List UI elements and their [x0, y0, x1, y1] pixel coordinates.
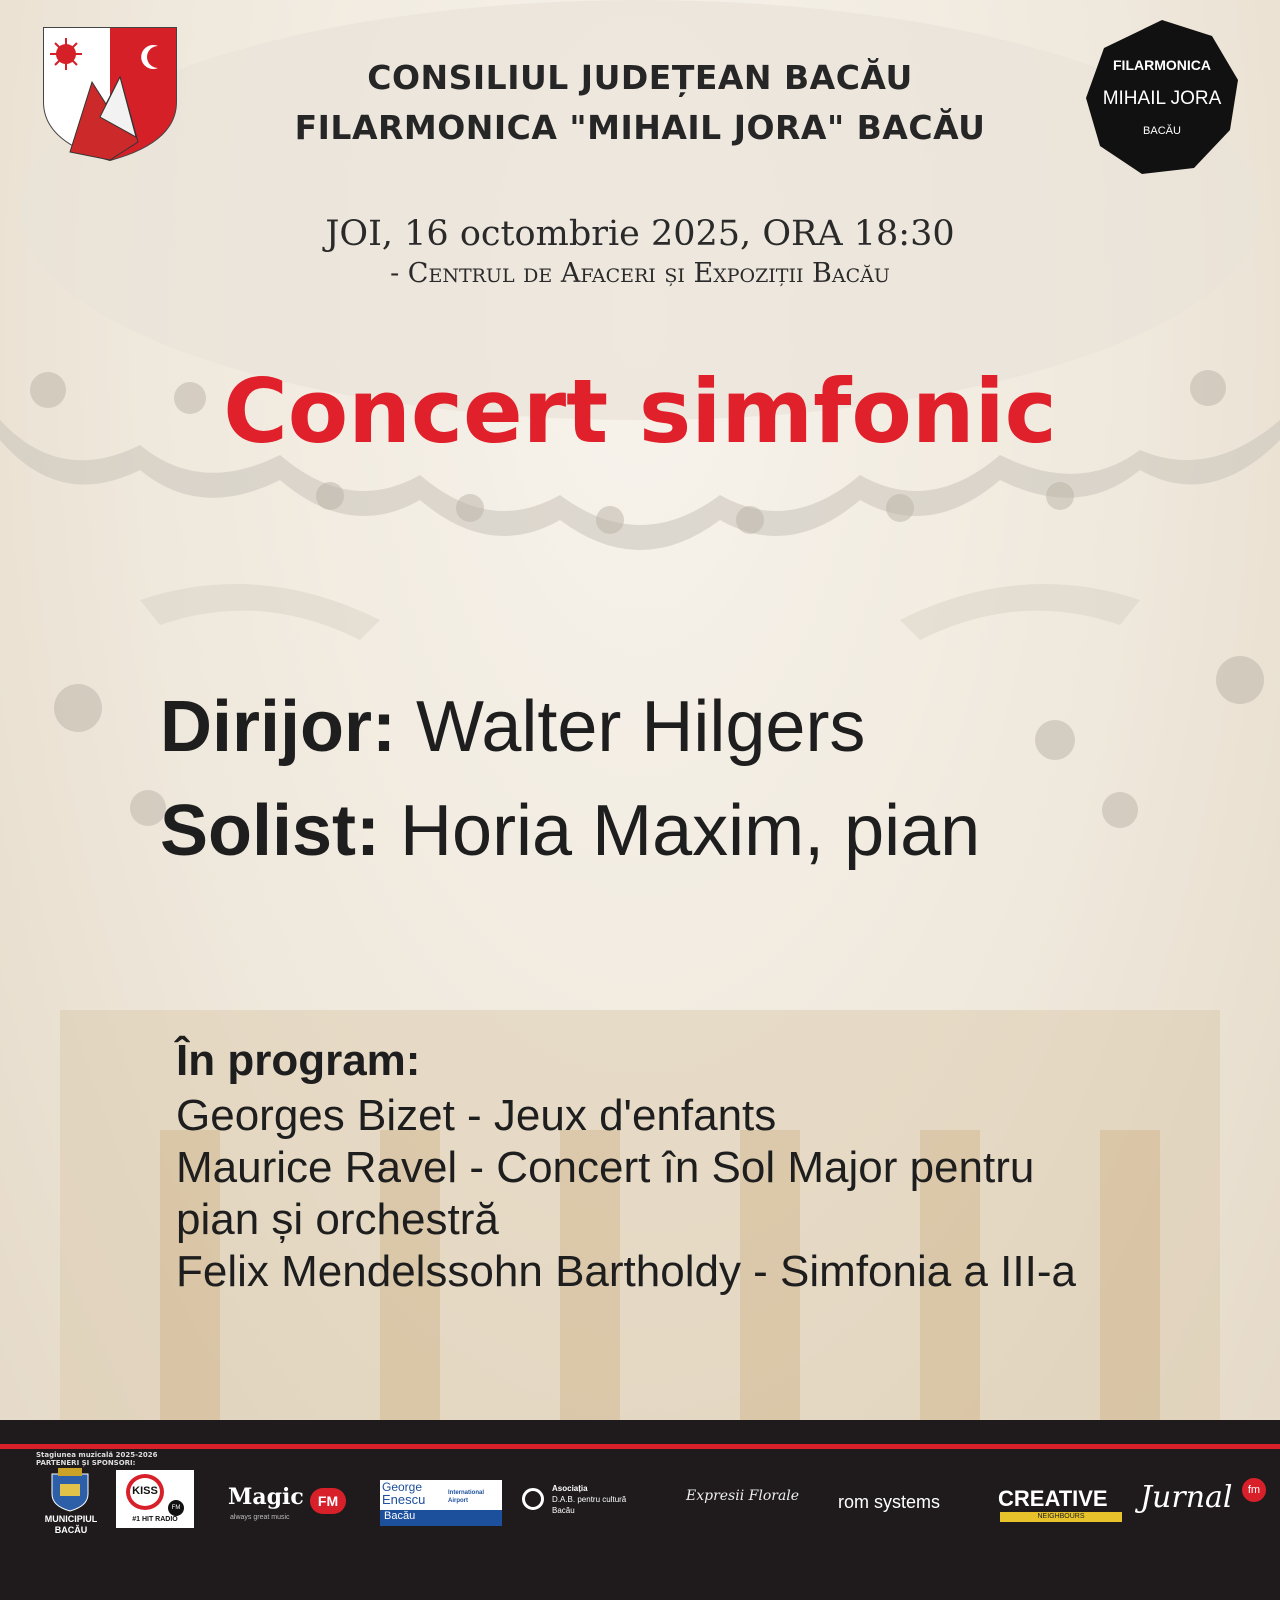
season-label: Stagiunea muzicală 2025-2026: [36, 1451, 158, 1459]
partners-label: PARTENERI ȘI SPONSORI:: [36, 1459, 136, 1467]
soloist-label: Solist:: [160, 791, 381, 871]
conductor-name: Walter Hilgers: [416, 687, 866, 767]
program-heading: În program:: [176, 1036, 421, 1085]
sponsor-municipiul-line2: BACĂU: [54, 1525, 88, 1535]
sponsor-expresii-florale: Expresii Florale: [686, 1488, 800, 1504]
magic-fm-tagline: always great music: [230, 1514, 290, 1521]
sponsor-jurnal-fm: Jurnal: [1140, 1480, 1233, 1515]
airport-name-2: Enescu: [382, 1492, 426, 1507]
logo-text-top: FILARMONICA: [1113, 57, 1211, 73]
logo-text-middle: MIHAIL JORA: [1102, 88, 1222, 109]
organizer-line-1: CONSILIUL JUDEȚEAN BACĂU: [367, 58, 913, 97]
philharmonic-logo: [1082, 18, 1242, 178]
county-coat-of-arms: [40, 22, 180, 162]
program-item: Georges Bizet - Jeux d'enfants: [176, 1091, 777, 1140]
airport-city: Bacău: [380, 1510, 502, 1526]
kiss-tagline: #1 HIT RADIO: [132, 1516, 178, 1523]
sponsor-municipiul-line1: MUNICIPIUL: [44, 1514, 98, 1524]
conductor-line: [160, 686, 1240, 768]
soloist-line: [160, 790, 1240, 872]
program-item: Felix Mendelssohn Bartholdy - Simfonia a III-a: [176, 1247, 1076, 1296]
event-title: Concert simfonic: [223, 360, 1057, 463]
dab-line2: D.A.B. pentru cultură: [552, 1495, 627, 1504]
airport-name-1: George: [382, 1480, 423, 1494]
dab-line3: Bacău: [552, 1506, 575, 1515]
organizer-line-2: FILARMONICA "MIHAIL JORA" BACĂU: [294, 108, 986, 147]
jurnal-fm-badge: fm: [1242, 1478, 1266, 1502]
event-date: JOI, 16 octombrie 2025, ORA 18:30: [325, 214, 955, 254]
sponsor-rom-systems: rom systems: [838, 1492, 941, 1512]
kiss-fm-badge: FM: [168, 1500, 184, 1516]
soloist-name: Horia Maxim, pian: [400, 791, 981, 871]
logo-text-bottom: BACĂU: [1143, 125, 1181, 137]
sponsor-magic-fm: Magic: [228, 1484, 304, 1510]
magic-fm-badge: FM: [310, 1488, 346, 1514]
conductor-label: Dirijor:: [160, 687, 397, 767]
event-venue: - Centrul de Afaceri și Expoziții Bacău: [390, 258, 890, 289]
sponsor-kiss-fm: [116, 1470, 194, 1528]
airport-name-4: Airport: [448, 1498, 468, 1504]
airport-name-3: International: [448, 1490, 485, 1496]
municipality-crest-icon: [50, 1466, 90, 1512]
dab-logo-icon: [522, 1488, 544, 1510]
sponsor-creative: CREATIVE: [998, 1486, 1108, 1511]
kiss-wordmark: KISS: [132, 1485, 158, 1497]
sponsor-airport: [380, 1480, 502, 1526]
footer-red-line: [0, 1444, 1280, 1449]
creative-tagline: NEIGHBOURS: [1000, 1512, 1122, 1522]
dab-line1: Asociația: [552, 1484, 588, 1493]
program-item: Maurice Ravel - Concert în Sol Major pentru pian și orchestră: [176, 1143, 1035, 1244]
